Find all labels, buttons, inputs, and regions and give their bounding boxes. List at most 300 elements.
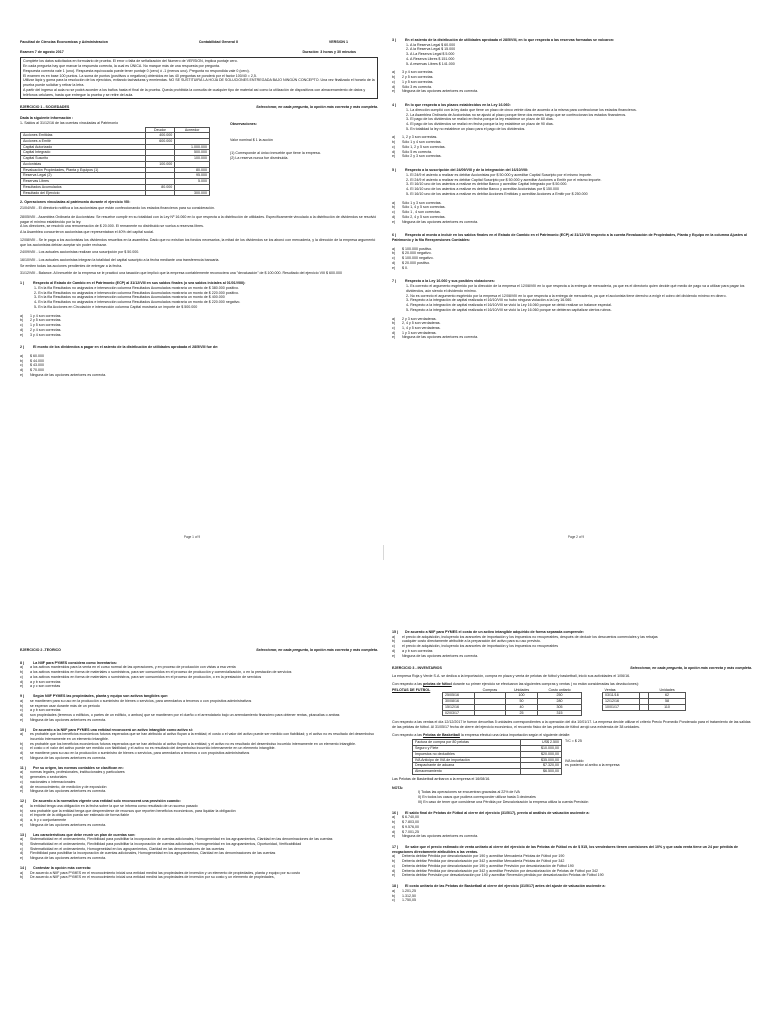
import-note: IVA incluido [565, 758, 584, 763]
statement: 2- La Asamblea Ordinaria de Accionistas no se ajustó al plazo porque tiene dos meses luego que se confeccionan los estados financieros. [406, 112, 627, 117]
question-text: El costo unitario de las Pelotas de Basketball al cierre del ejercicio (31/5/17) antes del ajuste de valuación asciende a: [405, 884, 606, 889]
statement: 4- Respecto a la integración de capital realizada el 16/10/VIII se violó la Ley 16.060 porque se debió realizar un balance especial. [406, 303, 612, 308]
option-text: 3 y 4 son correctas. [402, 70, 434, 75]
option-text: Sólo 1 y 4 son correctas. [402, 140, 442, 145]
table-header: Deudor [145, 127, 175, 133]
statement: 1- Es correcto el argumento esgrimido por la dirección de la empresa el 12/08/VIII en lo que respecta a la entrega de mercadería, ya que es el directorio quien decide qué medio de pago va a utilizar para pagar los dividendos, aún siendo el dividendo mínimo. [406, 284, 745, 293]
table-cell: IVA Anticipo de IVA de importación [413, 757, 521, 763]
statement: 4- El pago de los dividendos se realizó en fecha porque la ley establece un plazo de 90 días. [406, 122, 554, 127]
table-row [603, 704, 686, 710]
table-cell: 100.000 [145, 161, 175, 167]
operation-line: 12/08/VIII - Se le paga a los accionistas los dividendos resueltos en la asamblea. Dado que no existían los fondos necesarios, la mitad de los dividendos se los abonó con mercadería, y la dirección de la empresa argumentó que los accionistas debían aceptar sin poder rechazar. [20, 237, 376, 247]
question-17-options [392, 854, 752, 878]
option-letter: e) [20, 717, 24, 722]
table-cell: $7.320,00 [520, 763, 561, 769]
table-cell: 10/01/17 [603, 704, 640, 710]
exercise-3-title: EJERCICIO 3 - INVENTARIOS [392, 666, 442, 671]
text-fragment: Con respecto a las [392, 732, 423, 737]
option-letter: a) [392, 246, 396, 251]
operation-line: 24/09/VIII - Los actuales accionistas realizan una suscripción por $ 50.000. [20, 250, 140, 255]
table-cell: 280 [538, 699, 582, 705]
table-cell: 110 [649, 704, 686, 710]
option-text: $ 100.000 positivo. [402, 246, 433, 251]
option-text: Ninguna de las opciones anteriores es correcta. [402, 219, 479, 224]
option-letter: a) [392, 815, 396, 820]
option-text: Ninguna de las opciones anteriores es correcta. [30, 717, 107, 722]
option-text: $ 20.000 positivo. [402, 260, 431, 265]
statement: 3- En la fila Resultados no asignados e intersección columna Resultados Acumulados mostraría un monto de $ 400.000 [34, 295, 225, 300]
option-text: $ 44.000 [30, 358, 44, 363]
option-text: Ninguna de las opciones anteriores es correcta. [402, 89, 479, 94]
table-cell: Factura de compra por 80 pelotas [413, 740, 521, 746]
question-5-statements [392, 173, 752, 197]
option-letter: e) [20, 856, 24, 861]
text-fragment: durante su primer ejercicio se efectuaron las siguientes compras y ventas ( no están consideradas las devoluciones): [451, 681, 639, 686]
option-text: Ninguna de las opciones anteriores es correcta. [30, 856, 107, 861]
question-text: En lo que respecta a los plazos establecidos en la Ley 16.060: [405, 103, 511, 108]
option-text: se esperan usar durante más de un período [30, 703, 100, 708]
option-text: a los activos mantenidos en forma de materiales o suministros, para ser consumidos en el proceso de producción, o en la prestación de servicios [30, 674, 262, 679]
question-number: 17 ) [392, 844, 399, 849]
text-emphasis: pelotas de fútbol [422, 681, 452, 686]
table-cell: $10.000,00 [520, 746, 561, 752]
statement: 3- A La Reserva Legal $ 5.000 [406, 52, 455, 57]
option-text: Debería debitar Previsión por desvalorización por 190 y acreditar Reversión pérdida por desvalorización Pelotas de Fútbol 190 [402, 873, 604, 878]
question-1-options [20, 314, 378, 338]
answer-option[interactable] [392, 335, 752, 340]
option-letter: e) [20, 332, 24, 337]
table-cell: 5.000 [175, 179, 210, 185]
question-number: 11 ) [20, 765, 26, 770]
statement: 1- La dirección cumplió con la ley dado que tiene un plazo de cinco veinte días de acuerdo a la misma para confeccionar los estados financieros. [406, 107, 637, 112]
option-letter: d) [20, 751, 24, 756]
table-cell: 02/03/17 [443, 710, 475, 716]
question-4-statements [392, 108, 752, 132]
table-row [413, 769, 562, 775]
option-text: el costo o el valor del activo puede ser medido con fiabilidad; y el activo no es resultado del desembolso incurrido internamente en un elemento intangible. [30, 746, 276, 751]
option-letter: e) [392, 653, 396, 658]
option-letter: c) [392, 256, 395, 261]
exercise-1-header [20, 105, 378, 110]
import-table [412, 739, 562, 774]
question-text: La NIIF para PYMES considera como Inventarios: [33, 660, 118, 665]
question-12-options [20, 804, 378, 828]
statement: 1- En la fila Resultados no asignados e intersección columna Resultados Acumulados mostraría un monto de $ 380.000 positivo. [34, 285, 239, 290]
exam-header [20, 40, 378, 45]
table-header: Costo unitario [548, 687, 571, 692]
table-cell: 600.000 [145, 139, 175, 145]
table-cell: $6.500,00 [520, 769, 561, 775]
option-letter: a) [20, 698, 24, 703]
observation-line: (1) Corresponde al único inmueble que tiene la empresa. [230, 151, 321, 156]
option-letter: b) [392, 251, 396, 256]
balances-intro: 1- Saldos al 31/12/16 de las cuentas vinculadas al Patrimonio [20, 120, 119, 125]
import-note: es posterior al arribo a la empresa [565, 763, 620, 768]
question-number: 14 ) [20, 865, 27, 870]
option-text: 1, 4 y 5 son verdaderas. [402, 325, 441, 330]
option-letter: d) [392, 330, 396, 335]
table-cell: 500.000 [175, 150, 210, 156]
option-letter: a) [20, 353, 24, 358]
statement: 1- A la Reserva Legal $ 60.000 [406, 42, 456, 47]
option-letter: c) [20, 813, 23, 818]
statement: 2- A la Reserva Legal $ 15.000 [406, 47, 456, 52]
option-letter: d) [20, 851, 24, 856]
text-fragment: la empresa efectuó una única importación según el siguiente detalle: [459, 732, 571, 737]
balances-table [20, 127, 210, 197]
question-number: 13 ) [20, 832, 27, 837]
statement: 3- El 16/10 uno de los asientos a realizar es debitar Banco y acreditar Capital Integrado por $ 50.000. [406, 182, 568, 187]
answer-option[interactable] [392, 154, 752, 159]
option-letter: b) [392, 140, 396, 145]
table-row [443, 710, 582, 716]
question-text: Respecto a la Ley 16.060 y sus posibles violaciones: [405, 279, 495, 284]
option-letter: e) [392, 873, 396, 878]
question-15-options [392, 635, 752, 659]
exercise-2-header [20, 648, 378, 653]
table-cell: Resultados Acumulados [21, 184, 146, 190]
option-text: $ 7.001,25 [402, 829, 419, 834]
operation-line: 31/12/VIII - Balance. Al inmueble de la empresa se le practicó una tasación que implicó que la empresa contablemente reconociera una "devaluación" de $ 100.000. Resultado del ejercicio VIII $ 600.000 [20, 271, 342, 276]
question-number: 7 ) [392, 279, 397, 284]
table-cell: 100 [505, 693, 537, 699]
option-text: nacionales o internacionales [30, 779, 76, 784]
option-text: 2 y 4 son correctas. [30, 327, 62, 332]
option-letter: e) [392, 219, 396, 224]
page-footer: Page 1 of 9 [183, 534, 201, 539]
option-text: 2 y 5 son correctas. [402, 75, 434, 80]
option-letter: d) [20, 679, 24, 684]
basketball-arrival: Las Pelotas de Basketball arribaron a la empresa el 16/08/16. [392, 776, 491, 781]
table-cell: 50 [505, 699, 537, 705]
table-cell: 305 [538, 704, 582, 710]
operation-line: A la Asamblea concurrieron accionistas que representaban el 40% del capital social. [20, 230, 155, 235]
text-emphasis: Pelotas de Basketball [422, 732, 460, 737]
option-letter: e) [20, 684, 24, 689]
option-text: 1 y 3 son verdaderas. [402, 330, 437, 335]
answer-option[interactable] [20, 875, 378, 880]
question-text: El monto de los dividendos a pagar en el asiento de la distribución de utilidades aprobada el 28/5/VIII fue de: [33, 345, 219, 350]
option-letter: a) [392, 70, 396, 75]
answer-option[interactable] [20, 789, 378, 794]
option-letter: a) [392, 854, 396, 859]
option-text: Sólo 5 es correcta. [402, 149, 432, 154]
option-letter: d) [392, 214, 396, 219]
table-cell: $35.000,00 [520, 757, 561, 763]
option-text: generales o sectoriales [30, 775, 67, 780]
option-text: Debería debitar Pérdida por desvalorización por 190 y acreditar Previsión por desvalorización de Fútbol 190 [402, 863, 574, 868]
exam-date: Examen 7 de agosto 2017 [20, 49, 64, 54]
option-text: $ 70.000 [30, 368, 44, 373]
question-6 [392, 233, 752, 242]
question-number: 6 ) [392, 233, 397, 238]
option-letter: c) [392, 898, 395, 903]
faculty-name: Facultad de Ciencias Economicas y Administracion [20, 40, 108, 44]
question-number: 1 ) [20, 281, 25, 286]
table-cell [639, 704, 649, 710]
football-tables [392, 688, 752, 717]
option-letter: a) [392, 316, 396, 321]
question-8-options [20, 665, 378, 689]
question-text: De acuerdo a NIIF para PYMES el costo de un activo intangible adquirido de forma separada comprende: [405, 630, 584, 634]
option-letter: c) [392, 79, 395, 84]
exercise-3-instruction: Seleccionar, en cada pregunta, la opción más correcta y más completa. [630, 666, 752, 671]
option-text: Ninguna de las opciones anteriores es correcta. [402, 834, 479, 839]
option-text: se mantienen para su uso en la producción o suministro de bienes o servicios, para arrendarlos a terceros o con propósitos administrativos [30, 698, 252, 703]
page-2 [384, 0, 768, 545]
statement: 4- A Reserva Libres $ 151.000 [406, 56, 455, 61]
question-text: De acuerdo a la normativa vigente una entidad solo reconocerá una provisión cuando: [33, 799, 181, 804]
option-text: 1 y 4 son correctas. [30, 313, 62, 318]
option-letter: b) [20, 358, 24, 363]
page-1 [0, 0, 384, 545]
option-text: el precio de adquisición, incluyendo los aranceles de importación y los impuestos no recuperables, después de deducir los descuentos comerciales y las rebajas [402, 634, 658, 639]
statement: 5- En totalidad la ley no establece un plazo para el pago de los dividendos. [406, 126, 526, 131]
question-16-options [392, 815, 752, 839]
statement: 2- En la fila Resultados no asignados e intersección columna Resultados Acumulados mostraría un monto de $ 220.000 positivo. [34, 290, 239, 295]
statement: 1- El 24/9 el asiento a realizar es debitar Accionistas por $ 50.000 y acreditar Capital Suscripto por el mismo importe. [406, 172, 592, 177]
question-7-options [392, 317, 752, 341]
question-text: En el asiento de la distribución de utilidades aprobada el 28/5/VIII, en lo que respecta a las reservas formadas se volcaron: [405, 38, 615, 42]
page-3 [0, 612, 384, 1024]
question-number: 3 ) [392, 38, 397, 42]
table-cell: 400.000 [145, 133, 175, 139]
option-letter: b) [392, 820, 396, 825]
option-text: $ 43.000 [30, 363, 44, 368]
option-letter: b) [20, 703, 24, 708]
option-text: Ninguna de las opciones anteriores es correcta. [30, 789, 107, 794]
option-letter: c) [20, 363, 23, 368]
operation-line: A los directores, se resolvió una remuneración de $ 20.000. El remanente no distribuido se vuelca a reservas libres. [20, 224, 204, 229]
option-text: $ 20.000 negativo. [402, 251, 432, 256]
answer-option[interactable] [392, 898, 752, 903]
option-letter: c) [392, 144, 395, 149]
option-letter: e) [392, 265, 396, 270]
instruction-line: En cada pregunta hay que marcar la respuesta correcta, la cual es ÚNICA. No marque más de una respuesta por pregunta. [23, 64, 220, 69]
table-cell: Accionistas [21, 161, 146, 167]
option-text: Sólo 1 y 3 son correctas. [402, 200, 442, 205]
question-number: 8 ) [20, 660, 25, 665]
option-letter: b) [20, 775, 24, 780]
table-cell: Seguro y Flete [413, 746, 521, 752]
option-text: 2, 4 y 5 son verdaderas. [402, 321, 441, 326]
statement: 3- El pago de los dividendos se realizó en fecha porque la ley establece un plazo de 60 días. [406, 117, 554, 122]
answer-option[interactable] [20, 732, 378, 741]
option-letter: c) [20, 323, 23, 328]
option-text: a los activos mantenidos para la venta en el curso normal de las operaciones, y en proceso de producción con vistas a esa venta [30, 665, 236, 670]
version-label: VERSION 1 [328, 40, 348, 44]
option-text: se mantiene para su uso en la producción o suministro de bienes o servicios, para arrendarlos a terceros o con propósitos administrativos [30, 751, 250, 756]
option-letter: a) [20, 837, 24, 842]
question-5-options [392, 201, 752, 225]
answer-option[interactable] [392, 89, 752, 94]
instruction-line: Utilizar lápiz y goma para la resolución de los ejercicios, evitando tachaduras y enmiendas. NO SE SUSTITUIRÁ LA HOJA DE SOLUCIONES ENTREGADA BAJO NINGÚN CONCEPTO. Una vez finalizado el horario de la prueba puede solicitar y retirar la letra. [23, 78, 375, 88]
table-header: Acreedor [175, 127, 210, 133]
question-number: 10 ) [20, 727, 27, 732]
option-text: Sólo 1, 4 y 5 son correctas. [402, 205, 446, 210]
option-text: a y c son correctas [30, 684, 61, 689]
table-cell: Capital Autorizado [21, 144, 146, 150]
answer-option[interactable] [392, 654, 752, 659]
table-cell: US$ 2.500 [520, 740, 561, 746]
question-text: Las características que debe reunir un plan de cuentas son: [33, 832, 136, 837]
operation-line: 16/10/VIII - Los actuales accionistas integran la totalidad del capital suscripto a la fecha mediante una transferencia bancaria. [20, 257, 220, 262]
option-letter: d) [20, 713, 24, 718]
option-text: Sólo 1, 2 y 5 son correctas. [402, 144, 446, 149]
table-cell: Capital Suscrito [21, 156, 146, 162]
table-cell: Resultado del Ejercicio [21, 190, 146, 196]
note-item: I) Todas las operaciones se encuentran gravadas al 22% de IVA [418, 790, 520, 795]
question-text: Respecto al Estado de Cambio en el Patrimonio (ECP) al 31/12/VIII en sus saldos finales (o sea saldos iniciales al 01/01/VIIII): [33, 281, 246, 286]
option-text: $ 0. [402, 265, 408, 270]
question-4-options [392, 135, 752, 159]
exam-subheader [20, 50, 378, 55]
table-cell: Almacenamiento [413, 769, 521, 775]
option-letter: d) [392, 648, 396, 653]
option-letter: b) [20, 318, 24, 323]
question-text: Por su origen, las normas contables se clasifican en: [33, 765, 124, 770]
option-text: cualquier costo directamente atribuible a la preparación del activo para su uso previsto. [402, 639, 541, 644]
table-cell: 25/05/16 [443, 693, 475, 699]
basketball-intro [392, 733, 752, 738]
option-letter: a) [392, 634, 396, 639]
table-cell: Acciones Emitidas [21, 133, 146, 139]
question-11-options [20, 770, 378, 794]
option-text: sea probable que la entidad tenga que desprenderse de recursos que reporten beneficios económicos, para liquidar la obligación [30, 808, 236, 813]
option-text: De acuerdo a NIIF para PYMES en el reconocimiento inicial una entidad medirá las propiedades de inversión por su costo y un elemento de propiedades, [30, 875, 275, 880]
question-number: 2 ) [20, 345, 25, 350]
table-cell: 1.000.000 [175, 144, 210, 150]
answer-option[interactable] [20, 756, 378, 761]
answer-option[interactable] [20, 856, 378, 861]
option-letter: c) [20, 746, 23, 751]
option-letter: b) [392, 321, 396, 326]
option-text: 1.750,05 [402, 898, 416, 903]
option-letter: d) [20, 368, 24, 373]
answer-option[interactable] [20, 333, 378, 338]
answer-option[interactable] [20, 684, 378, 689]
question-text: Se sabe que el precio estimado de venta unitario al cierre del ejercicio de las Pelotas de Fútbol es de $ 515, los vendedores tienen comisiones del 10% y que cada venta tiene un 24 por pérdida de erogaciones directamente atribuibles a las ventas. [392, 844, 738, 854]
table-row [21, 190, 210, 196]
question-3-options [392, 70, 752, 94]
option-text: Ninguna de las opciones anteriores es correcta. [30, 822, 107, 827]
answer-option[interactable] [20, 373, 378, 378]
option-letter: b) [20, 808, 24, 813]
answer-option[interactable] [392, 834, 752, 839]
instruction-line: El examen es en base 100 puntos. La suma de puntos (positivos o negativos) obtenidos en las 40 preguntas se ponderá por el factor 100/40 = 2,5. [23, 73, 257, 78]
option-text: Debería debitar Pérdida por desvalorización por 190 y acreditar Mercadería Pelotas de Fútbol por 190 [402, 854, 565, 859]
statement: 2- No es correcto el argumento esgrimido por la empresa el 12/08/VIII en lo que respecta a la entrega de mercadería, ya que el accionista tiene derecho a exigir el cobro del dividendo mínimo en dinero. [406, 293, 727, 298]
option-letter: a) [20, 870, 24, 875]
table-cell: 80.000 [175, 167, 210, 173]
option-letter: e) [20, 822, 24, 827]
option-text: son propiedades (terrenos o edificios, o partes de un edificio, o ambos) que se mantienen por el dueño o el arrendatario bajo un arrendamiento financiero para obtener rentas, plusvalías o ambas [30, 713, 340, 718]
instructions-box [20, 57, 378, 99]
statement: 5- Respecto a la integración de capital realizada el 16/10/VIII se violó la Ley 16.060 porque se debieran capitalizar ciertos rubros. [406, 307, 612, 312]
instruction-line: A partir del ingreso al aula no se podrá acceder a los baños hasta el final de la prueba. Queda prohibida la consulta de cualquier tipo de material así como la utilización de dispositivos con almacenamiento de datos y teléfonos celulares, hasta que entregue la prueba y se retire del aula. [23, 87, 366, 97]
table-header: Compras [482, 687, 498, 692]
question-17 [392, 845, 752, 854]
option-letter: c) [20, 846, 23, 851]
question-text: Contestar la opción más correcta: [33, 865, 92, 870]
option-text: Sólo 3 es correcta. [402, 84, 432, 89]
option-letter: a) [20, 313, 24, 318]
table-cell: Reservas Libres [21, 179, 146, 185]
answer-option[interactable] [392, 220, 752, 225]
option-letter: c) [392, 210, 395, 215]
option-text: 2 y 5 son correctas. [30, 318, 62, 323]
option-letter: d) [20, 818, 24, 823]
option-text: Sistematicidad en el ordenamiento, Flexibilidad para posibilitar la incorporación de cuentas adicionales, Homogeneidad en los agrupamientos, Oportunidad, Verificabilidad [30, 841, 302, 846]
option-letter: a) [392, 135, 396, 140]
option-text: a los activos mantenidos en forma de materiales o suministros, para ser consumidos en el proceso de producción y comercialización, o en la prestación de servicios [30, 670, 292, 675]
page-gap [0, 560, 768, 612]
option-letter: d) [392, 84, 396, 89]
question-9-options [20, 699, 378, 723]
option-letter: a) [392, 200, 396, 205]
option-letter: c) [20, 779, 23, 784]
option-letter: b) [20, 841, 24, 846]
option-text: 1.201,25 [402, 888, 416, 893]
option-letter: c) [20, 708, 23, 713]
answer-option[interactable] [392, 266, 752, 271]
option-letter: e) [392, 89, 396, 94]
option-text: Sólo 2, 4 y 5 son correctas. [402, 214, 446, 219]
statement: 3- Respecto a la integración de capital realizada el 16/10/VIII no hubo ninguna violación a la Ley 16.060. [406, 298, 573, 303]
answer-option[interactable] [392, 873, 752, 878]
option-letter: a) [20, 665, 24, 670]
question-1-statements [20, 286, 378, 310]
option-text: a y b son correctas [30, 679, 61, 684]
option-letter: d) [392, 260, 396, 265]
page-footer: Page 2 of 9 [567, 534, 585, 539]
option-letter: c) [392, 863, 395, 868]
option-text: Debería debitar Pérdida por desvalorización por 342 y acreditar Previsión por desvalorización de Pelotas de Fútbol por 342 [402, 868, 598, 873]
option-text: a, b y c conjuntamente [30, 818, 67, 823]
answer-option[interactable] [20, 718, 378, 723]
exercise-1-instruction: Seleccionar, en cada pregunta, la opción más correcta y más completa. [256, 105, 378, 110]
exercise-3-intro: La empresa Roja y Verde S.A. se dedica a la importación, compra en plaza y venta de pelotas de fútbol y basketball, inició sus actividades el 1/06/16. [392, 674, 631, 679]
observations-title: Observaciones: [230, 121, 257, 126]
table-cell: 12/12/16 [603, 699, 640, 705]
question-number: 9 ) [20, 694, 25, 699]
table-cell: 58 [649, 699, 686, 705]
statement: 4- El 16/10 uno de los asientos a realizar es debitar Banco y acreditar Accionistas por $ 150.000 [406, 187, 560, 192]
option-letter: b) [392, 859, 396, 864]
option-text: $ 9.576,00 [402, 824, 419, 829]
question-text: El saldo final de Pelotas de Fútbol al cierre del ejercicio (31/5/17), previo al análisis de valuación asciende a: [405, 810, 590, 815]
question-2 [20, 345, 378, 350]
option-text: es probable que los beneficios económicos futuros esperados que se han atribuido al activo fluyan a la entidad; el costo o el valor del activo puede ser medido con fiabilidad; y el activo no es resultado del desembolso incurrido internamente en un elemento intangible. [30, 732, 375, 742]
question-number: 16 ) [392, 810, 399, 815]
note-title: NOTA: [392, 785, 404, 790]
option-text: el importe de la obligación pueda ser estimado de forma fiable [30, 813, 130, 818]
option-letter: b) [20, 741, 24, 746]
answer-option[interactable] [20, 823, 378, 828]
statement: 5- En la fila Acciones en Circulación e intersección columna Capital mostraría un importe de $ 500.000 [34, 304, 198, 309]
option-letter: d) [20, 327, 24, 332]
operation-line: 21/04/VIII - El directorio notifica a los accionistas que están confeccionando los estados financieros para su consideración. [20, 206, 215, 211]
option-text: Ninguna de las opciones anteriores es correcta. [30, 372, 107, 377]
observation-line: (2) La reserva nunca fue disminuida. [230, 155, 289, 160]
option-letter: e) [20, 789, 24, 794]
option-letter: b) [20, 670, 24, 675]
option-letter: b) [392, 75, 396, 80]
observations [230, 121, 370, 197]
table-header: Unidades [659, 687, 675, 692]
option-text: 1 y 5 son correctas. [402, 79, 434, 84]
option-letter: a) [20, 803, 24, 808]
